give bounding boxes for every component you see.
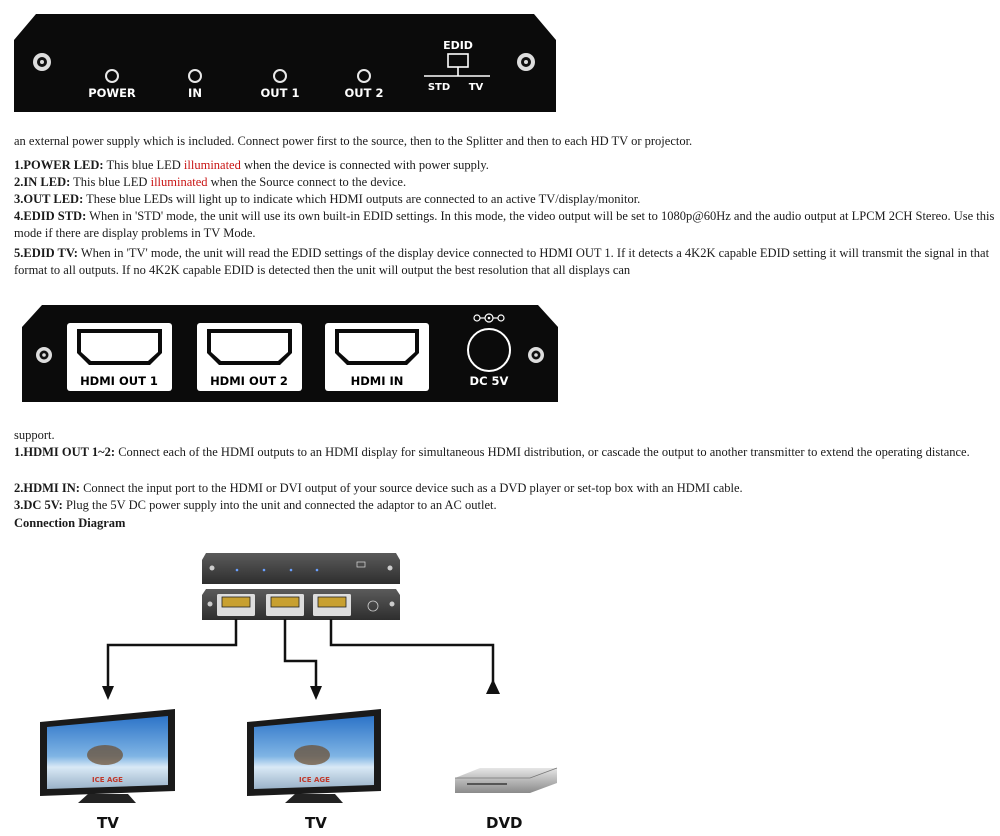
edid-tv-desc-text: When in 'TV' mode, the unit will read the EDID settings of the display device connected to HDMI OUT 1. If it detects a 4K2K capable EDID setting it will transmit the signal in that format to all outputs. If no 4K2K capable EDID is detected then the unit will output the best resolution that all displays can (14, 246, 990, 277)
diagram-splitter-front (202, 553, 400, 584)
dvd-label: DVD (486, 814, 523, 832)
power-led-desc-text: This blue LED (103, 158, 184, 172)
in-led-desc-text-end: when the Source connect to the device. (207, 175, 407, 189)
hdmi-in-desc-label: 2.HDMI IN: (14, 481, 80, 495)
out-led-desc-text: These blue LEDs will light up to indicate which HDMI outputs are connected to an active TV/display/monitor. (83, 192, 641, 206)
dc-5v-desc-text: Plug the 5V DC power supply into the unit and connected the adaptor to an AC outlet. (62, 498, 497, 512)
in-led-desc-text: This blue LED (70, 175, 151, 189)
power-led-desc (14, 157, 489, 174)
screw-right-icon (517, 53, 535, 71)
arrow-up-icon (486, 679, 500, 694)
edid-tv-desc (14, 245, 996, 279)
power-led-desc-highlight: illuminated (183, 158, 241, 172)
hdmi-out2-port (197, 323, 302, 391)
splitter-front-panel (14, 14, 556, 112)
out1-led-label: OUT 1 (260, 86, 300, 100)
splitter-rear-panel (22, 305, 558, 402)
connection-diagram (0, 540, 1000, 836)
hdmi-in-desc-text: Connect the input port to the HDMI or DVI output of your source device such as a DVD player or set-top box with an HDMI cable. (79, 481, 743, 495)
screw-left-icon (36, 347, 52, 363)
edid-std-label: STD (427, 82, 451, 93)
edid-std-desc (14, 208, 996, 242)
power-led-label: POWER (88, 86, 136, 100)
in-led-desc (14, 174, 406, 191)
tv-2-label: TV (305, 814, 327, 832)
dvd-player-icon (455, 768, 557, 793)
dc-5v-desc (14, 497, 497, 514)
tv-1-icon (40, 709, 175, 803)
hdmi-out-desc-label: 1.HDMI OUT 1~2: (14, 445, 116, 459)
edid-std-desc-label: 4.EDID STD: (14, 209, 87, 223)
in-led-desc-label: 2.IN LED: (14, 175, 71, 189)
edid-std-desc-text: When in 'STD' mode, the unit will use its own built-in EDID settings. In this mode, the video output will be set to 1080p@60Hz and the audio output at LPCM 2CH Stereo. Use this mode if there are display problems in TV Mode. (14, 209, 995, 240)
edid-tv-desc-label: 5.EDID TV: (14, 246, 78, 260)
in-led-label: IN (188, 86, 202, 100)
out-led-desc (14, 191, 640, 208)
edid-label: EDID (443, 39, 473, 52)
hdmi-out1-port (67, 323, 172, 391)
out-led-desc-label: 3.OUT LED: (14, 192, 84, 206)
hdmi-out-desc-text: Connect each of the HDMI outputs to an HDMI display for simultaneous HDMI distribution, or cascade the output to another transmitter to extend the operating distance. (115, 445, 970, 459)
support-text: support. (14, 428, 55, 442)
screw-right-icon (528, 347, 544, 363)
edid-tv-label: TV (468, 82, 484, 93)
tv-1-label: TV (97, 814, 119, 832)
hdmi-in-port (325, 323, 429, 391)
in-led-desc-highlight: illuminated (150, 175, 208, 189)
connection-diagram-heading-text: Connection Diagram (14, 516, 126, 530)
hdmi-out2-label: HDMI OUT 2 (210, 374, 288, 388)
tv-2-icon (247, 709, 381, 803)
screw-left-icon (33, 53, 51, 71)
tv-1-screen-caption: ICE AGE (92, 776, 123, 784)
connection-diagram-heading (14, 515, 125, 532)
diagram-splitter-rear (202, 589, 400, 620)
dc-5v-desc-label: 3.DC 5V: (14, 498, 63, 512)
tv-2-screen-caption: ICE AGE (299, 776, 330, 784)
hdmi-out1-label: HDMI OUT 1 (80, 374, 158, 388)
power-led-desc-text-end: when the device is connected with power supply. (240, 158, 489, 172)
hdmi-cables (108, 619, 493, 692)
intro-paragraph: an external power supply which is included. Connect power first to the source, then to the Splitter and then to each HD TV or projector. (14, 134, 693, 148)
arrow-down-icon (310, 686, 322, 700)
hdmi-in-label: HDMI IN (350, 374, 404, 388)
hdmi-out-desc (14, 444, 996, 461)
power-led-desc-label: 1.POWER LED: (14, 158, 104, 172)
hdmi-in-desc (14, 480, 743, 497)
dc-5v-label: DC 5V (469, 374, 509, 388)
out2-led-label: OUT 2 (344, 86, 384, 100)
arrow-down-icon (102, 686, 114, 700)
